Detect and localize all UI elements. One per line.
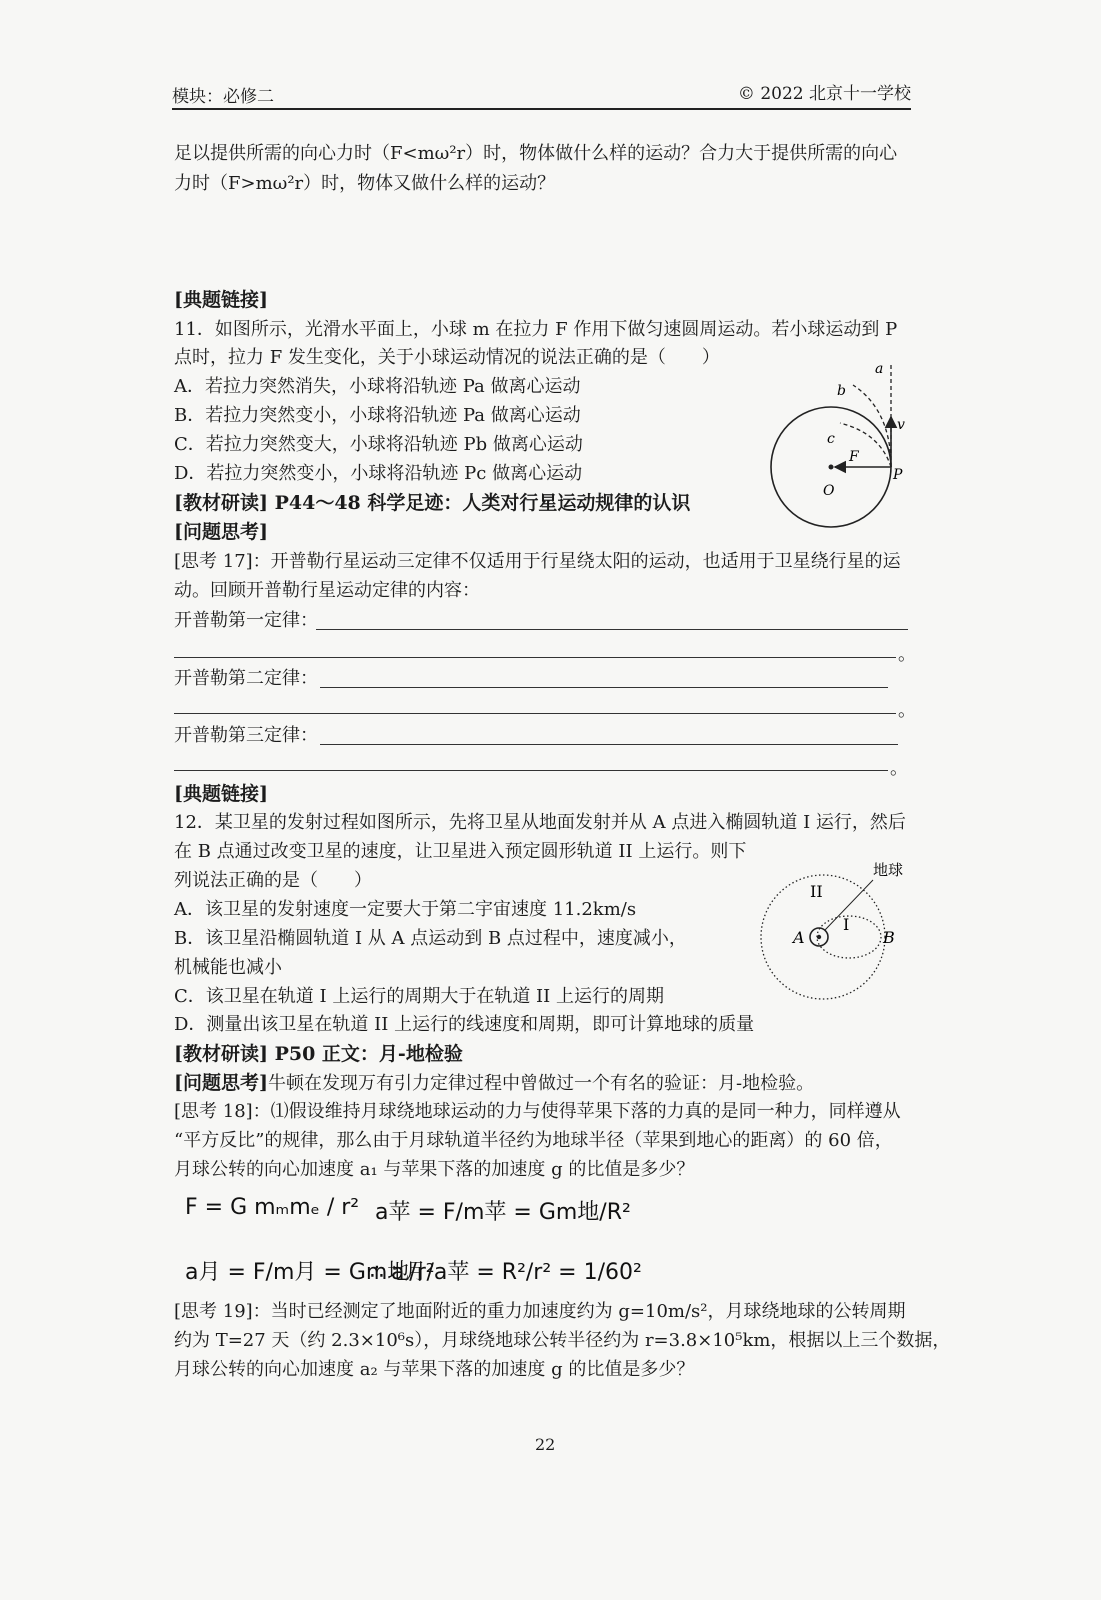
q11-option-a: A．若拉力突然消失，小球将沿轨迹 Pa 做离心运动 bbox=[174, 376, 581, 397]
label-b: b bbox=[837, 383, 846, 399]
page-header bbox=[172, 74, 911, 110]
period-2: 。 bbox=[898, 700, 916, 721]
kepler-law-3-blank-2[interactable] bbox=[174, 770, 888, 771]
label-P: P bbox=[893, 467, 903, 483]
handwritten-eq-4: ∴ a月/a苹 = R²/r² = 1/60² bbox=[370, 1260, 642, 1285]
reading-2: [教材研读] P50 正文：月-地检验 bbox=[174, 1043, 463, 1065]
intro-line-1: 足以提供所需的向心力时（F<mω²r）时，物体做什么样的运动？合力大于提供所需的向心 bbox=[174, 143, 898, 164]
q12-option-d: D．测量出该卫星在轨道 II 上运行的线速度和周期，即可计算地球的质量 bbox=[174, 1014, 755, 1035]
label-B: B bbox=[883, 928, 895, 947]
kepler-law-3-label: 开普勒第三定律： bbox=[174, 725, 318, 746]
q12-stem-2: 在 B 点通过改变卫星的速度，让卫星进入预定圆形轨道 II 上运行。则下 bbox=[174, 841, 747, 862]
think19-line-3: 月球公转的向心加速度 a₂ 与苹果下落的加速度 g 的比值是多少？ bbox=[174, 1359, 695, 1380]
page-number: 22 bbox=[535, 1435, 556, 1454]
q12-option-a: A．该卫星的发射速度一定要大于第二宇宙速度 11.2km/s bbox=[174, 899, 637, 920]
think18-line-3: 月球公转的向心加速度 a₁ 与苹果下落的加速度 g 的比值是多少？ bbox=[174, 1159, 695, 1180]
label-II: II bbox=[810, 882, 823, 901]
copyright: © 2022 北京十一学校 bbox=[737, 84, 911, 104]
q11-option-c: C．若拉力突然变大，小球将沿轨迹 Pb 做离心运动 bbox=[174, 434, 583, 455]
kepler-law-1-blank-2[interactable] bbox=[174, 657, 896, 658]
kepler-law-2-blank[interactable] bbox=[320, 687, 888, 688]
kepler-law-2-blank-2[interactable] bbox=[174, 713, 896, 714]
reading-1: [教材研读] P44～48 科学足迹：人类对行星运动规律的认识 bbox=[174, 492, 691, 514]
think17-line-1: [思考 17]：开普勒行星运动三定律不仅适用于行星绕太阳的运动，也适用于卫星绕行星的运 bbox=[174, 551, 901, 572]
kepler-law-3-blank[interactable] bbox=[320, 744, 898, 745]
label-v: v bbox=[897, 417, 905, 433]
section-typical-1: [典题链接] bbox=[174, 289, 268, 311]
think18-line-2: “平方反比”的规律，那么由于月球轨道半径约为地球半径（苹果到地心的距离）的 60 倍， bbox=[174, 1130, 893, 1151]
q11-option-b: B．若拉力突然变小，小球将沿轨迹 Pa 做离心运动 bbox=[174, 405, 581, 426]
think19-line-1: [思考 19]：当时已经测定了地面附近的重力加速度约为 g=10m/s²，月球绕地球的公转周期 bbox=[174, 1301, 906, 1322]
q11-stem-1: 11．如图所示，光滑水平面上，小球 m 在拉力 F 作用下做匀速圆周运动。若小球运动到 P bbox=[174, 319, 898, 340]
center-dot bbox=[829, 465, 834, 470]
thinking-2-text: 牛顿在发现万有引力定律过程中曾做过一个有名的验证：月-地检验。 bbox=[267, 1073, 815, 1094]
think18-line-1: [思考 18]：⑴假设维持月球绕地球运动的力与使得苹果下落的力真的是同一种力，同样遵从 bbox=[174, 1101, 901, 1122]
label-A: A bbox=[793, 928, 805, 947]
kepler-law-1-blank[interactable] bbox=[316, 629, 908, 630]
label-I: I bbox=[843, 915, 850, 934]
q12-orbit-figure bbox=[755, 855, 915, 1005]
q12-option-b-cont: 机械能也减小 bbox=[174, 957, 282, 978]
q12-stem-3: 列说法正确的是（ ） bbox=[174, 870, 372, 891]
label-O: O bbox=[823, 483, 835, 499]
handwritten-eq-2: a苹 = F/m苹 = Gm地/R² bbox=[375, 1200, 631, 1225]
section-typical-2: [典题链接] bbox=[174, 783, 268, 805]
q12-option-c: C．该卫星在轨道 I 上运行的周期大于在轨道 II 上运行的周期 bbox=[174, 986, 664, 1007]
q12-stem-1: 12．某卫星的发射过程如图所示，先将卫星从地面发射并从 A 点进入椭圆轨道 I 运行，然后 bbox=[174, 812, 906, 833]
period-1: 。 bbox=[898, 644, 916, 665]
period-3: 。 bbox=[890, 758, 908, 779]
q11-circular-motion-figure bbox=[765, 355, 915, 540]
q11-stem-2: 点时，拉力 F 发生变化，关于小球运动情况的说法正确的是（ ） bbox=[174, 347, 720, 368]
label-earth: 地球 bbox=[873, 861, 904, 879]
earth-center bbox=[817, 935, 821, 939]
kepler-law-2-label: 开普勒第二定律： bbox=[174, 668, 318, 689]
label-c: c bbox=[827, 431, 835, 447]
label-F: F bbox=[849, 449, 859, 465]
thinking-2-label: [问题思考] bbox=[174, 1072, 268, 1094]
path-c bbox=[840, 423, 891, 467]
thinking-1: [问题思考] bbox=[174, 521, 268, 543]
q12-option-b: B．该卫星沿椭圆轨道 I 从 A 点运动到 B 点过程中，速度减小， bbox=[174, 928, 687, 949]
thinking-2 bbox=[174, 1071, 814, 1096]
orbit-II bbox=[761, 875, 885, 999]
q11-option-d: D．若拉力突然变小，小球将沿轨迹 Pc 做离心运动 bbox=[174, 463, 583, 484]
handwritten-eq-3: a月 = F/m月 = Gm地/r² bbox=[185, 1260, 435, 1285]
kepler-law-1-label: 开普勒第一定律： bbox=[174, 610, 318, 631]
think17-line-2: 动。回顾开普勒行星运动定律的内容： bbox=[174, 580, 480, 601]
module-label: 模块：必修二 bbox=[172, 87, 274, 107]
handwritten-eq-1: F = G mₘmₑ / r² bbox=[185, 1195, 360, 1220]
intro-line-2: 力时（F>mω²r）时，物体又做什么样的运动？ bbox=[174, 173, 556, 194]
think19-line-2: 约为 T=27 天（约 2.3×10⁶s），月球绕地球公转半径约为 r=3.8×10⁵km，根据以上三个数据， bbox=[174, 1330, 951, 1351]
label-a: a bbox=[875, 361, 884, 377]
